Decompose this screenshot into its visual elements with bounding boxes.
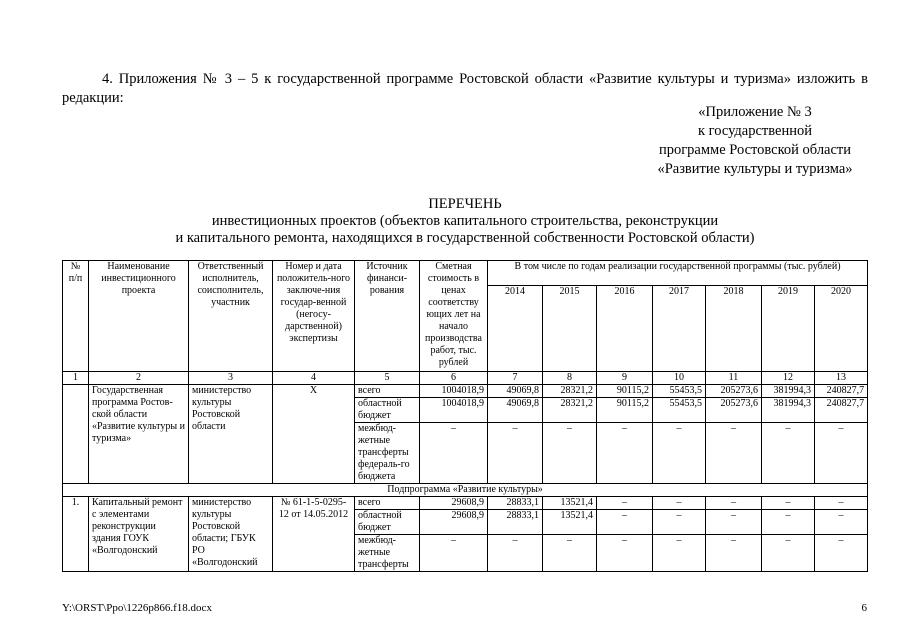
column-numbers-row xyxy=(63,372,868,385)
value-cell: – xyxy=(543,535,597,572)
value-cell: – xyxy=(815,497,868,510)
project-executor: министерство культуры Ростовской области; ГБУК РО «Волгодонский xyxy=(189,497,273,572)
value-cell: 1004018,9 xyxy=(420,398,488,423)
column-number: 2 xyxy=(89,372,189,385)
document-title xyxy=(60,196,870,247)
value-cell: – xyxy=(597,510,653,535)
value-cell: – xyxy=(488,535,543,572)
value-cell: – xyxy=(815,535,868,572)
value-cell: 381994,3 xyxy=(762,398,815,423)
header-num: № п/п xyxy=(63,261,89,372)
investment-table xyxy=(62,260,868,572)
value-cell: – xyxy=(420,423,488,484)
file-path: Y:\ORST\Ppo\1226p866.f18.docx xyxy=(62,602,212,614)
column-number: 11 xyxy=(706,372,762,385)
value-cell: – xyxy=(815,510,868,535)
column-number: 13 xyxy=(815,372,868,385)
project-expertise: № 61-1-5-0295-12 от 14.05.2012 xyxy=(273,497,355,572)
value-cell: – xyxy=(762,510,815,535)
intro-paragraph: 4. Приложения № 3 – 5 к государственной программе Ростовской области «Развитие культуры и туризма» изложить в редакции: xyxy=(62,71,868,106)
value-cell: – xyxy=(597,423,653,484)
source-cell: областной бюджет xyxy=(355,398,420,423)
program-executor: министерство культуры Ростовской области xyxy=(189,385,273,484)
project-name: Капитальный ремонт с элементами реконструкции здания ГОУК «Волгодонский xyxy=(89,497,189,572)
value-cell: – xyxy=(706,535,762,572)
appendix-line: «Развитие культуры и туризма» xyxy=(657,161,853,177)
value-cell: 49069,8 xyxy=(488,385,543,398)
source-cell: всего xyxy=(355,497,420,510)
header-year: 2014 xyxy=(488,286,543,372)
program-expertise: Х xyxy=(273,385,355,484)
column-number: 10 xyxy=(653,372,706,385)
value-cell: – xyxy=(762,535,815,572)
column-number: 7 xyxy=(488,372,543,385)
header-row xyxy=(63,261,868,286)
title-line-2: инвестиционных проектов (объектов капитального строительства, реконструкции xyxy=(211,213,719,229)
value-cell: 13521,4 xyxy=(543,497,597,510)
column-number: 12 xyxy=(762,372,815,385)
header-executor: Ответственный исполнитель, соисполнитель, участник xyxy=(189,261,273,372)
column-number: 9 xyxy=(597,372,653,385)
value-cell: – xyxy=(706,510,762,535)
header-year: 2019 xyxy=(762,286,815,372)
appendix-line: к государственной xyxy=(697,123,812,139)
value-cell: 29608,9 xyxy=(420,510,488,535)
value-cell: – xyxy=(597,497,653,510)
column-number: 4 xyxy=(273,372,355,385)
source-cell: областной бюджет xyxy=(355,510,420,535)
title-line-3: и капитального ремонта, находящихся в государственной собственности Ростовской области) xyxy=(175,230,755,246)
header-source: Источник финанси-рования xyxy=(355,261,420,372)
value-cell: 90115,2 xyxy=(597,398,653,423)
appendix-line: программе Ростовской области xyxy=(658,142,852,158)
value-cell: – xyxy=(543,423,597,484)
value-cell: 240827,7 xyxy=(815,398,868,423)
value-cell: – xyxy=(420,535,488,572)
value-cell: 240827,7 xyxy=(815,385,868,398)
subprogram-title: Подпрограмма «Развитие культуры» xyxy=(63,484,868,497)
value-cell: – xyxy=(653,535,706,572)
column-number: 1 xyxy=(63,372,89,385)
header-years-group: В том числе по годам реализации государственной программы (тыс. рублей) xyxy=(488,261,868,286)
value-cell: – xyxy=(653,497,706,510)
value-cell: 49069,8 xyxy=(488,398,543,423)
appendix-header xyxy=(645,103,865,179)
header-year: 2016 xyxy=(597,286,653,372)
source-cell: межбюд-жетные трансферты федераль-го бюджета xyxy=(355,423,420,484)
value-cell: 90115,2 xyxy=(597,385,653,398)
value-cell: – xyxy=(762,497,815,510)
value-cell: 55453,5 xyxy=(653,398,706,423)
value-cell: 205273,6 xyxy=(706,398,762,423)
header-year: 2015 xyxy=(543,286,597,372)
header-expertise: Номер и дата положитель-ного заключе-ния государ-венной (негосу-дарственной) экспертизы xyxy=(273,261,355,372)
value-cell: 13521,4 xyxy=(543,510,597,535)
source-cell: межбюд-жетные трансферты xyxy=(355,535,420,572)
program-name: Государственная программа Ростов-ской области «Развитие культуры и туризма» xyxy=(89,385,189,484)
value-cell: 28321,2 xyxy=(543,398,597,423)
value-cell: 205273,6 xyxy=(706,385,762,398)
value-cell: – xyxy=(653,423,706,484)
column-number: 3 xyxy=(189,372,273,385)
column-number: 5 xyxy=(355,372,420,385)
header-name: Наименование инвестиционного проекта xyxy=(89,261,189,372)
value-cell: – xyxy=(653,510,706,535)
table-row xyxy=(63,497,868,510)
appendix-line: «Приложение № 3 xyxy=(698,104,812,120)
header-cost: Сметная стоимость в ценах соответству ющих лет на начало производства работ, тыс. рублей xyxy=(420,261,488,372)
value-cell: – xyxy=(706,497,762,510)
value-cell: 28833,1 xyxy=(488,497,543,510)
subprogram-row xyxy=(63,484,868,497)
source-cell: всего xyxy=(355,385,420,398)
header-year: 2018 xyxy=(706,286,762,372)
value-cell: 28833,1 xyxy=(488,510,543,535)
value-cell: – xyxy=(762,423,815,484)
value-cell: – xyxy=(706,423,762,484)
value-cell: 28321,2 xyxy=(543,385,597,398)
value-cell: 55453,5 xyxy=(653,385,706,398)
value-cell: – xyxy=(488,423,543,484)
title-line-1: ПЕРЕЧЕНЬ xyxy=(428,196,502,212)
header-year: 2017 xyxy=(653,286,706,372)
column-number: 6 xyxy=(420,372,488,385)
value-cell: – xyxy=(597,535,653,572)
value-cell: 29608,9 xyxy=(420,497,488,510)
column-number: 8 xyxy=(543,372,597,385)
value-cell: 1004018,9 xyxy=(420,385,488,398)
program-num xyxy=(63,385,89,484)
project-num: 1. xyxy=(63,497,89,572)
value-cell: 381994,3 xyxy=(762,385,815,398)
value-cell: – xyxy=(815,423,868,484)
header-year: 2020 xyxy=(815,286,868,372)
table-row xyxy=(63,385,868,398)
page-number: 6 xyxy=(861,602,867,614)
